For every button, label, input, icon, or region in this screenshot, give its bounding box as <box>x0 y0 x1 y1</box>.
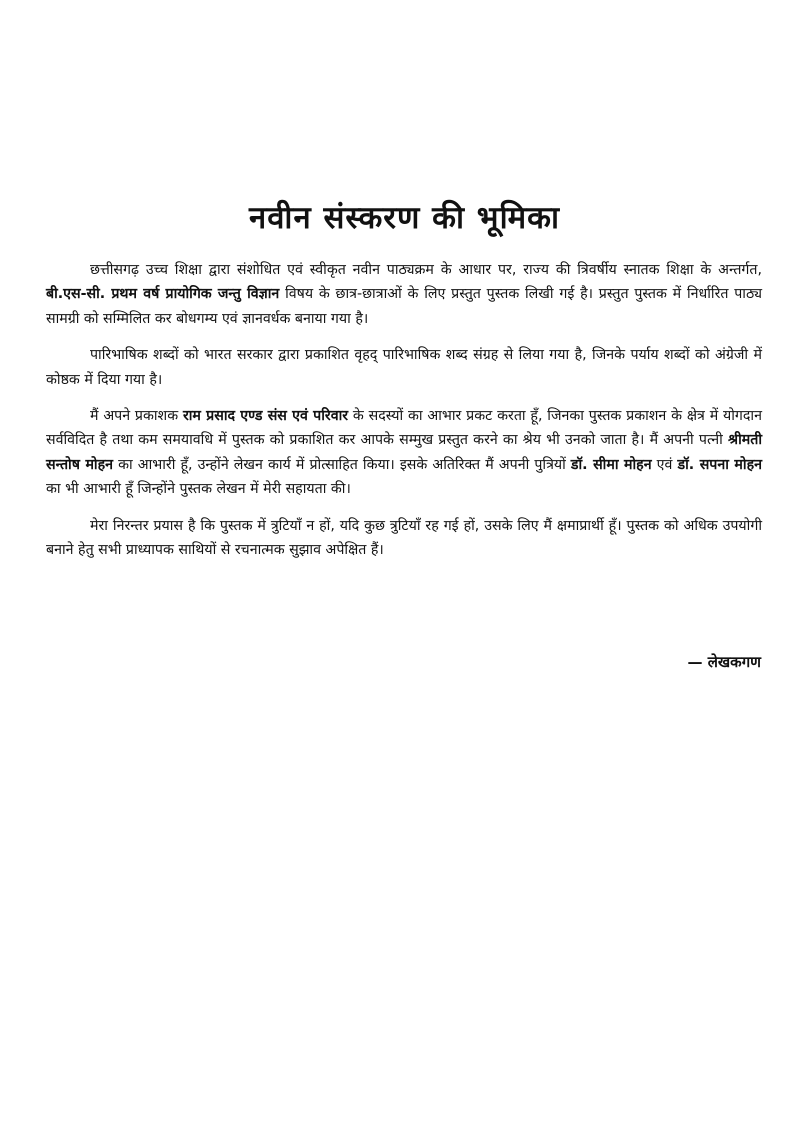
daughter-name-1: डॉ. सीमा मोहन <box>570 456 652 473</box>
paragraph-text: छत्तीसगढ़ उच्च शिक्षा द्वारा संशोधित एवं स्वीकृत नवीन पाठ्यक्रम के आधार पर, राज्य की त्रिवर्षीय स्नातक शिक्षा के अन्तर्गत, <box>90 262 762 278</box>
paragraph-acknowledgement <box>46 404 762 502</box>
page-title: नवीन संस्करण की भूमिका <box>248 200 560 236</box>
paragraph-terminology <box>46 343 762 392</box>
paragraph-text: के सदस्यों का आभार प्रकट करता हूँ, जिनका पुस्तक प्रकाशन के क्षेत्र में योगदान सर्वविदित है तथा कम समयावधि में पुस्तक को प्रकाशित कर आपके सम्मुख प्रस्तुत करने का श्रेय भी उनको जाता है। मैं अपनी पत्नी <box>46 408 762 449</box>
paragraph-text: का आभारी हूँ, उन्होंने लेखन कार्य में प्रोत्साहित किया। इसके अतिरिक्त मैं अपनी पुत्रियों <box>113 456 571 473</box>
paragraph-text: का भी आभारी हूँ जिन्होंने पुस्तक लेखन में मेरी सहायता की। <box>46 481 351 498</box>
course-name: बी.एस-सी. प्रथम वर्ष प्रायोगिक जन्तु विज्ञान <box>46 286 280 303</box>
paragraph-text: मेरा निरन्तर प्रयास है कि पुस्तक में त्रुटियाँ न हों, यदि कुछ त्रुटियाँ रह गई हों, उसके लिए मैं क्षमाप्रार्थी हूँ। पुस्तक को अधिक उपयोगी बनाने हेतु सभी प्राध्यापक साथियों से रचनात्मक सुझाव अपेक्षित हैं। <box>46 517 762 559</box>
paragraph-text: विषय के छात्र-छात्राओं के लिए प्रस्तुत पुस्तक लिखी गई है। प्रस्तुत पुस्तक में निर्धारित पाठ्य सामग्री को सम्मिलित कर बोधगम्य एवं ज्ञानवर्धक बनाया गया है। <box>46 286 762 327</box>
publisher-name: राम प्रसाद एण्ड संस एवं परिवार <box>182 408 349 425</box>
paragraph-errors <box>46 514 762 563</box>
paragraph-curriculum <box>46 258 762 331</box>
preface-body <box>46 258 762 574</box>
paragraph-text: मैं अपने प्रकाशक <box>90 408 183 425</box>
daughter-name-2: डॉ. सपना मोहन <box>677 456 762 473</box>
paragraph-text: एवं <box>651 456 678 473</box>
author-signature: — लेखकगण <box>687 653 761 671</box>
wife-name: श्रीमती सन्तोष मोहन <box>46 432 762 473</box>
paragraph-text: पारिभाषिक शब्दों को भारत सरकार द्वारा प्रकाशित वृहद् पारिभाषिक शब्द संग्रह से लिया गया है, जिनके पर्याय शब्दों को अंग्रेजी में कोष्ठक में दिया गया है। <box>46 347 762 388</box>
